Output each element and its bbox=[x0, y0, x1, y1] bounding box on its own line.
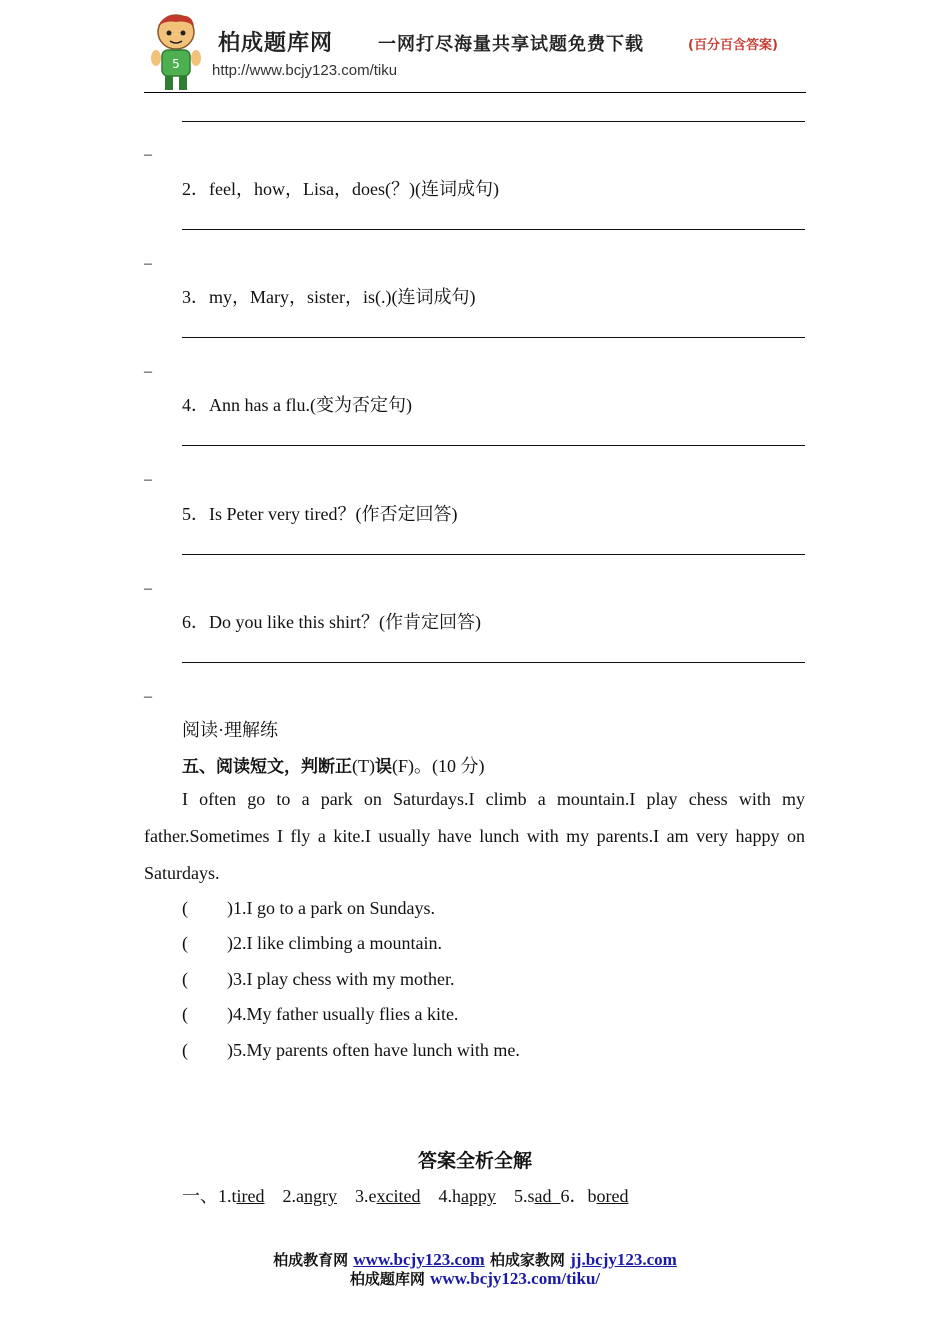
line-dash: – bbox=[144, 688, 152, 705]
statement-1 bbox=[182, 898, 435, 919]
footer-link-tutor[interactable]: jj.bcjy123.com bbox=[570, 1250, 677, 1269]
question-number: 2． bbox=[182, 179, 209, 199]
answer-line bbox=[182, 121, 805, 122]
question-text: Is Peter very tired？(作否定回答) bbox=[209, 504, 458, 524]
answer-line[interactable] bbox=[182, 554, 805, 555]
answer-line[interactable] bbox=[182, 445, 805, 446]
question-text: feel，how，Lisa，does(？)(连词成句) bbox=[209, 179, 499, 199]
question-number: 3． bbox=[182, 287, 209, 307]
answer-item: 3.e bbox=[355, 1186, 377, 1206]
answer-blank[interactable]: ( bbox=[182, 933, 188, 953]
passage-line-1 bbox=[144, 781, 805, 818]
passage-text: Saturdays. bbox=[144, 863, 220, 883]
section-label: 阅读·理解练 bbox=[182, 720, 278, 740]
question-number: 5． bbox=[182, 504, 209, 524]
question-6 bbox=[182, 608, 481, 634]
footer-link-edu[interactable]: www.bcjy123.com bbox=[353, 1250, 485, 1269]
question-text: Ann has a flu.(变为否定句) bbox=[209, 395, 412, 415]
statement-2 bbox=[182, 933, 442, 954]
statement-text: )3.I play chess with my mother. bbox=[227, 969, 455, 989]
answer-underlined: ngry bbox=[304, 1186, 337, 1206]
heading-end: 。(10 分) bbox=[413, 756, 485, 776]
answer-line[interactable] bbox=[182, 662, 805, 663]
footer-label: 柏成家教网 bbox=[489, 1251, 565, 1269]
answer-item: 6．b bbox=[560, 1186, 597, 1206]
footer-line-1 bbox=[0, 1249, 950, 1270]
answer-underlined: ired bbox=[236, 1186, 265, 1206]
line-dash: – bbox=[144, 255, 152, 272]
question-5 bbox=[182, 500, 457, 526]
answer-underlined: ad bbox=[534, 1186, 561, 1206]
line-dash: – bbox=[144, 146, 152, 163]
statement-text: )5.My parents often have lunch with me. bbox=[227, 1040, 520, 1060]
passage-text: I often go to a park on Saturdays.I climb a mountain.I play chess with my bbox=[182, 789, 805, 809]
site-name: 柏成题库网 bbox=[218, 30, 334, 56]
answer-underlined: appy bbox=[460, 1186, 496, 1206]
question-text: Do you like this shirt？(作肯定回答) bbox=[209, 612, 481, 632]
footer-label: 柏成题库网 bbox=[349, 1270, 425, 1288]
line-dash: – bbox=[144, 363, 152, 380]
answer-line[interactable] bbox=[182, 229, 805, 230]
header-divider bbox=[144, 92, 806, 93]
answer-underlined: xcited bbox=[376, 1186, 421, 1206]
footer-line-2 bbox=[0, 1268, 950, 1289]
footer-link-tiku[interactable]: www.bcjy123.com/tiku/ bbox=[430, 1269, 601, 1288]
question-number: 6． bbox=[182, 612, 209, 632]
line-dash: – bbox=[144, 580, 152, 597]
statement-5 bbox=[182, 1040, 520, 1061]
answers-line bbox=[182, 1182, 628, 1208]
question-text: my，Mary，sister，is(.)(连词成句) bbox=[209, 287, 476, 307]
line-dash: – bbox=[144, 471, 152, 488]
answers-title: 答案全析全解 bbox=[417, 1150, 532, 1172]
answers-prefix: 一、 bbox=[182, 1186, 218, 1206]
svg-text:5: 5 bbox=[172, 57, 180, 71]
statement-text: )1.I go to a park on Sundays. bbox=[227, 898, 435, 918]
reading-passage bbox=[144, 781, 805, 892]
answer-line[interactable] bbox=[182, 337, 805, 338]
question-2 bbox=[182, 175, 499, 201]
heading-text: 五、阅读短文，判断正 bbox=[182, 757, 352, 777]
question-3 bbox=[182, 283, 475, 309]
reading-heading bbox=[182, 752, 484, 778]
statement-text: )2.I like climbing a mountain. bbox=[227, 933, 442, 953]
answer-item: 5.s bbox=[513, 1186, 535, 1206]
statement-3 bbox=[182, 969, 454, 990]
answer-blank[interactable]: ( bbox=[182, 1040, 188, 1060]
answer-blank[interactable]: ( bbox=[182, 1004, 188, 1024]
answer-blank[interactable]: ( bbox=[182, 898, 188, 918]
question-4 bbox=[182, 391, 412, 417]
passage-text: father.Sometimes I fly a kite.I usually have lunch with my parents.I am very happy on bbox=[144, 826, 805, 846]
site-url[interactable]: http://www.bcjy123.com/tiku bbox=[212, 62, 398, 79]
footer-label: 柏成教育网 bbox=[273, 1251, 349, 1269]
answer-item: 2.a bbox=[282, 1186, 304, 1206]
statement-text: )4.My father usually flies a kite. bbox=[227, 1004, 459, 1024]
answer-item: 1.t bbox=[218, 1186, 237, 1206]
question-number: 4． bbox=[182, 395, 209, 415]
heading-t: (T) bbox=[352, 756, 375, 776]
heading-f: (F) bbox=[391, 756, 414, 776]
mascot-logo-icon bbox=[146, 10, 206, 92]
heading-mid: 误 bbox=[374, 757, 392, 777]
answer-item: 4.h bbox=[438, 1186, 461, 1206]
site-slogan: 一网打尽海量共享试题免费下载 bbox=[378, 34, 644, 55]
answer-badge: (百分百含答案) bbox=[688, 38, 778, 53]
statement-4 bbox=[182, 1004, 458, 1025]
answer-underlined: ored bbox=[596, 1186, 629, 1206]
answer-blank[interactable]: ( bbox=[182, 969, 188, 989]
